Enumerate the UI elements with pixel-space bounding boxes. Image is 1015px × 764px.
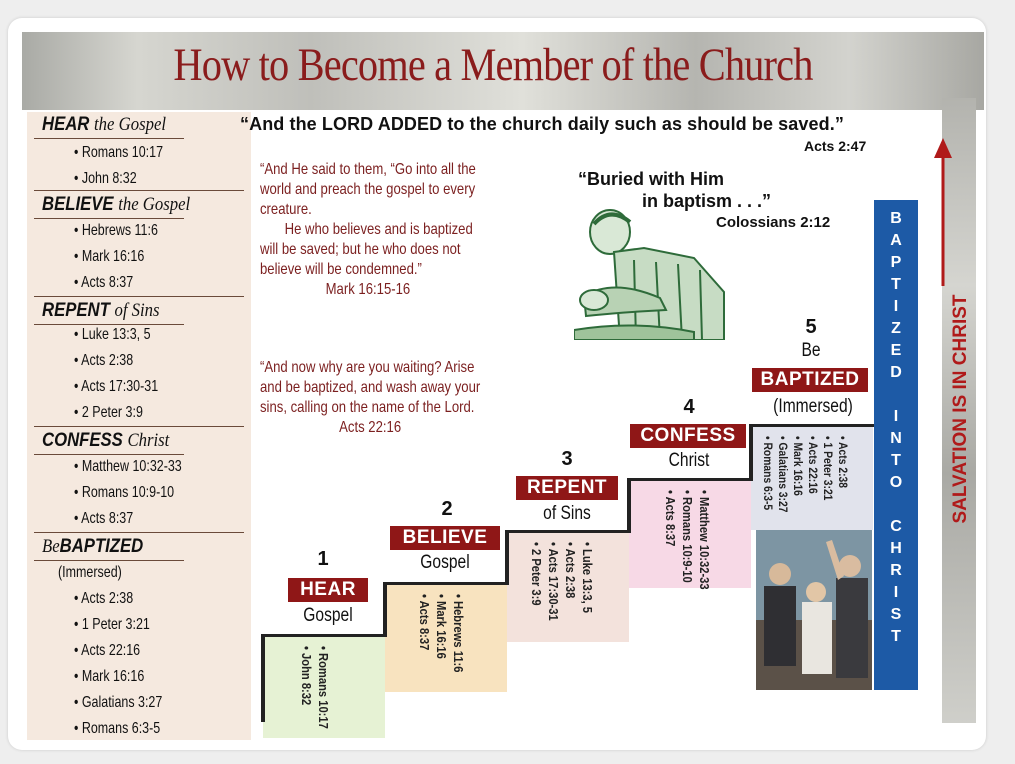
sidebar-ref: • Acts 8:37 [74, 510, 134, 527]
step-2-label: BELIEVE [390, 526, 500, 550]
stair-line [505, 530, 631, 533]
step-3-refs: • Luke 13:3, 5 • Acts 2:38 • Acts 17:30-31 • 2 Peter 3:9 [529, 542, 595, 621]
stair-line [627, 478, 753, 481]
sidebar-ref: • 2 Peter 3:9 [74, 404, 143, 421]
step-3-sub: of Sins [543, 503, 591, 524]
stair-line [505, 532, 509, 584]
step-4-number: 4 [683, 396, 695, 418]
top-quote: “And the LORD ADDED to the church daily such as should be saved.” [240, 114, 844, 134]
mark-quote-ref: Mark 16:15-16 [325, 281, 411, 298]
salvation-label: SALVATION IS IN CHRIST [950, 294, 971, 524]
buried-quote-ref: Colossians 2:12 [716, 214, 831, 231]
stair-line [383, 582, 509, 585]
sidebar-ref: • Romans 10:17 [74, 144, 164, 161]
sidebar-ref: • Mark 16:16 [74, 668, 145, 685]
step-2-sub: Gospel [420, 552, 470, 573]
sidebar-heading-hear: HEAR the Gospel [42, 114, 167, 135]
step-2-number: 2 [441, 498, 453, 520]
sidebar-heading-confess: CONFESS Christ [42, 430, 170, 451]
sidebar-subtitle: (Immersed) [58, 564, 122, 581]
divider [34, 296, 244, 297]
divider [34, 560, 184, 561]
baptized-into-christ-text: B A P T I Z E D I N T O C H R I S T [889, 210, 903, 645]
step-1-sub: Gospel [303, 605, 353, 626]
baptism-photo [756, 530, 872, 690]
sidebar-ref: • Acts 2:38 [74, 352, 134, 369]
sidebar-ref: • Acts 17:30-31 [74, 378, 159, 395]
step-5-number: 5 [805, 316, 817, 338]
divider [34, 138, 184, 139]
sidebar-ref: • Galatians 3:27 [74, 694, 163, 711]
stair-line [627, 480, 631, 532]
step-3-label: REPENT [516, 476, 618, 500]
step-1-refs: • Romans 10:17 • John 8:32 [299, 646, 331, 729]
divider [34, 454, 184, 455]
divider [34, 218, 184, 219]
divider [34, 532, 244, 533]
sidebar-ref: • Mark 16:16 [74, 248, 145, 265]
step-3-number: 3 [561, 448, 573, 470]
stair-line [261, 634, 387, 637]
top-quote-ref: Acts 2:47 [804, 138, 867, 154]
step-4-refs: • Matthew 10:32-33 • Romans 10:9-10 • Acts 8:37 [663, 490, 712, 590]
step-5-sub: (Immersed) [773, 396, 853, 417]
divider [34, 324, 184, 325]
stair-line [749, 424, 874, 427]
sidebar-heading-believe: BELIEVE the Gospel [42, 194, 191, 215]
page-title: How to Become a Member of the Church [173, 39, 813, 91]
baptism-illustration [574, 200, 742, 340]
step-1-label: HEAR [288, 578, 368, 602]
step-1-number: 1 [317, 548, 329, 570]
sidebar-ref: • Romans 6:3-5 [74, 720, 161, 737]
sidebar-ref: • Luke 13:3, 5 [74, 326, 151, 343]
mark-quote: “And He said to them, “Go into all the world and preach the gospel to every creature. He who believes and is baptized will be saved; but he who does not believe will be condemned.” Mark 16:15-16 [260, 161, 476, 298]
sidebar-heading-baptized: BeBAPTIZED [42, 536, 144, 557]
stair-line [749, 426, 753, 480]
acts-quote: “And now why are you waiting? Arise and be baptized, and wash away your sins, calling on the name of the Lord. Acts 22:16 [260, 359, 481, 436]
acts-quote-ref: Acts 22:16 [339, 419, 402, 436]
step-4-label: CONFESS [630, 424, 746, 448]
sidebar-ref: • John 8:32 [74, 170, 137, 187]
sidebar-ref: • Hebrews 11:6 [74, 222, 158, 239]
sidebar-ref: • Acts 22:16 [74, 642, 141, 659]
stair-line [261, 636, 265, 722]
divider [34, 190, 244, 191]
stair-line [383, 584, 387, 636]
sidebar-ref: • Acts 2:38 [74, 590, 134, 607]
step-5-label: BAPTIZED [752, 368, 868, 392]
sidebar-ref: • 1 Peter 3:21 [74, 616, 150, 633]
sidebar-heading-repent: REPENT of Sins [42, 300, 160, 321]
sidebar-ref: • Acts 8:37 [74, 274, 134, 291]
divider [34, 426, 244, 427]
step-5-refs: • Acts 2:38 • 1 Peter 3:21 • Acts 22:16 • Mark 16:16 • Galatians 3:27 • Romans 6:3-5 [761, 436, 850, 513]
poster-card [8, 18, 986, 750]
step-5-pre: Be [801, 340, 821, 361]
sidebar-ref: • Romans 10:9-10 [74, 484, 175, 501]
step-4-sub: Christ [668, 450, 710, 471]
sidebar-ref: • Matthew 10:32-33 [74, 458, 182, 475]
step-2-refs: • Hebrews 11:6 • Mark 16:16 • Acts 8:37 [417, 594, 466, 673]
buried-quote: “Buried with Him in baptism . . .” [578, 169, 772, 211]
